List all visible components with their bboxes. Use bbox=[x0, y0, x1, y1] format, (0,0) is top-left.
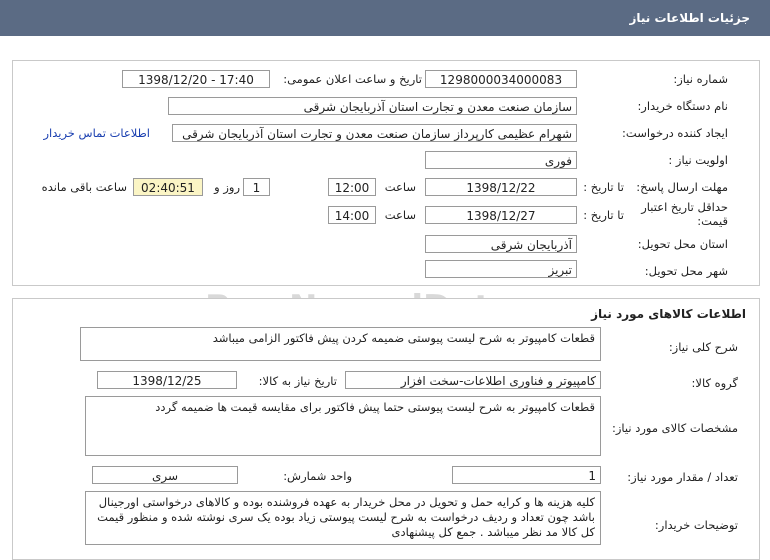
province-label: استان محل تحویل: bbox=[637, 237, 728, 251]
priority-label: اولویت نیاز : bbox=[668, 153, 728, 167]
days-count-field: 1 bbox=[243, 178, 270, 196]
validity-label: حداقل تاریخ اعتبار قیمت: bbox=[641, 200, 728, 228]
need-number-field: 1298000034000083 bbox=[425, 70, 577, 88]
creator-label: ایجاد کننده درخواست: bbox=[622, 126, 728, 140]
remaining-label: ساعت باقی مانده bbox=[41, 180, 127, 194]
buyer-notes-label: توضیحات خریدار: bbox=[654, 518, 738, 532]
group-label: گروه کالا: bbox=[691, 376, 738, 390]
page-header bbox=[0, 0, 770, 36]
creator-field: شهرام عظیمی کارپرداز سازمان صنعت معدن و تجارت استان آذربایجان شرقی bbox=[172, 124, 577, 142]
city-label: شهر محل تحویل: bbox=[644, 264, 728, 278]
specs-field: قطعات کامپیوتر به شرح لیست پیوستی حتما پیش فاکتور برای مقایسه قیمت ها ضمیمه گردد bbox=[85, 396, 601, 456]
general-desc-label: شرح کلی نیاز: bbox=[668, 340, 738, 354]
general-desc-field: قطعات کامپیوتر به شرح لیست پیوستی ضمیمه کردن پیش فاکتور الزامی میباشد bbox=[80, 327, 601, 361]
deadline-time-label: ساعت bbox=[384, 180, 416, 194]
need-info-panel bbox=[12, 60, 760, 286]
unit-label: واحد شمارش: bbox=[283, 469, 352, 483]
need-date-label: تاریخ نیاز به کالا: bbox=[258, 374, 337, 388]
deadline-until-label: تا تاریخ : bbox=[583, 180, 624, 194]
specs-label: مشخصات کالای مورد نیاز: bbox=[611, 421, 738, 435]
page-title: جزئیات اطلاعات نیاز bbox=[629, 11, 750, 25]
validity-time-field: 14:00 bbox=[328, 206, 376, 224]
buyer-org-label: نام دستگاه خریدار: bbox=[637, 99, 728, 113]
buyer-org-field: سازمان صنعت معدن و تجارت استان آذربایجان شرقی bbox=[168, 97, 577, 115]
contact-info-link[interactable]: اطلاعات تماس خریدار bbox=[43, 126, 150, 140]
qty-label: تعداد / مقدار مورد نیاز: bbox=[627, 470, 738, 484]
unit-field: سری bbox=[92, 466, 238, 484]
validity-until-label: تا تاریخ : bbox=[583, 208, 624, 222]
deadline-time-field: 12:00 bbox=[328, 178, 376, 196]
goods-section-title: اطلاعات کالاهای مورد نیاز bbox=[591, 307, 746, 321]
announce-label: تاریخ و ساعت اعلان عمومی: bbox=[283, 72, 422, 86]
need-number-label: شماره نیاز: bbox=[673, 72, 728, 86]
announce-field: 1398/12/20 - 17:40 bbox=[122, 70, 270, 88]
days-and-label: روز و bbox=[214, 180, 240, 194]
remaining-time-field: 02:40:51 bbox=[133, 178, 203, 196]
city-field: تبریز bbox=[425, 260, 577, 278]
province-field: آذربایجان شرقی bbox=[425, 235, 577, 253]
deadline-label: مهلت ارسال پاسخ: bbox=[636, 180, 728, 194]
buyer-notes-field: کلیه هزینه ها و کرایه حمل و تحویل در محل خریدار به عهده فروشنده بوده و کالاهای درخواستی اورجینال باشد چون تعداد و ردیف درخواست به شرح لیست پیوستی زیاد بوده یک سری نوشته شده و منظور قیمت کل کالا مد نظر میباشد . جمع کل پیشنهادی bbox=[85, 491, 601, 545]
validity-date-field: 1398/12/27 bbox=[425, 206, 577, 224]
need-date-field: 1398/12/25 bbox=[97, 371, 237, 389]
priority-field: فوری bbox=[425, 151, 577, 169]
group-field: کامپیوتر و فناوری اطلاعات-سخت افزار bbox=[345, 371, 601, 389]
qty-field: 1 bbox=[452, 466, 601, 484]
validity-time-label: ساعت bbox=[384, 208, 416, 222]
deadline-date-field: 1398/12/22 bbox=[425, 178, 577, 196]
